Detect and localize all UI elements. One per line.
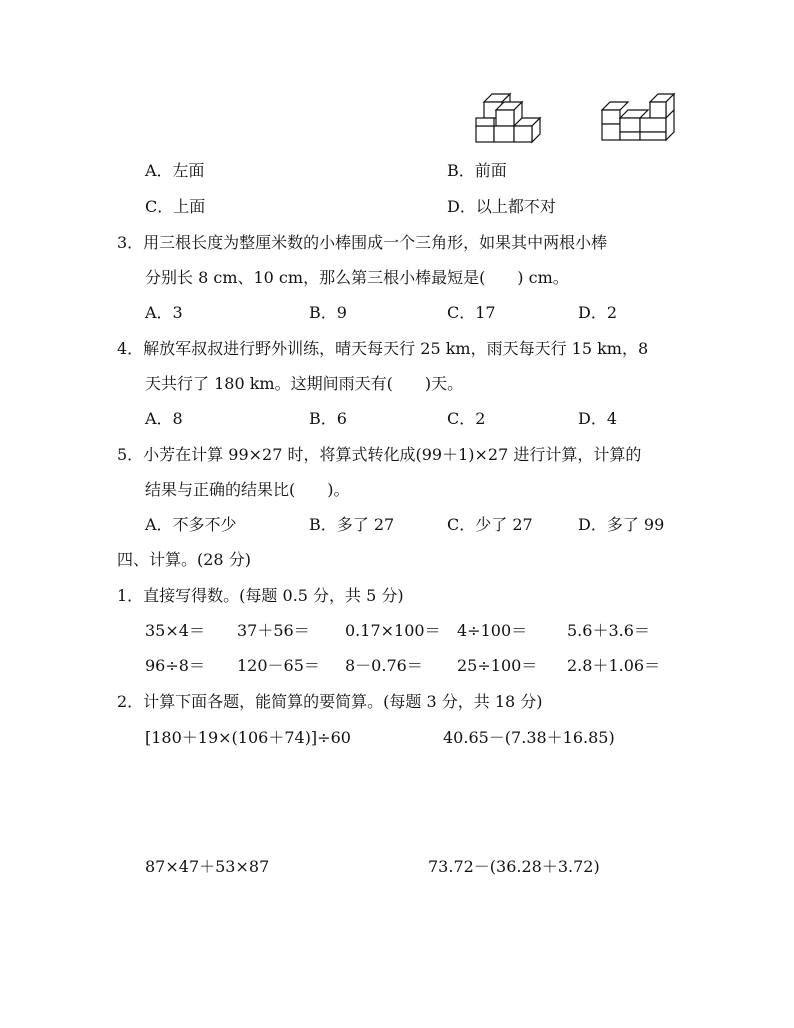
- simplify-problem: 73.72－(36.28＋3.72): [428, 857, 600, 876]
- q5-option-d[interactable]: D．多了 99: [578, 515, 665, 534]
- q3-option-c[interactable]: C．17: [447, 303, 496, 322]
- cube-figure-right: [598, 92, 678, 148]
- question-3-line1: 3．用三根长度为整厘米数的小棒围成一个三角形，如果其中两根小棒: [117, 233, 608, 252]
- option-a-left-face[interactable]: A．左面: [145, 161, 205, 180]
- calc-item: 5.6＋3.6＝: [567, 621, 650, 640]
- simplify-problem: 40.65－(7.38＋16.85): [443, 728, 615, 747]
- option-c-top-face[interactable]: C．上面: [145, 197, 206, 216]
- sub-question-1-title: 1．直接写得数。(每题 0.5 分，共 5 分): [117, 586, 404, 605]
- q4-option-d[interactable]: D．4: [578, 409, 618, 428]
- q3-option-a[interactable]: A．3: [145, 303, 183, 322]
- q4-option-c[interactable]: C．2: [447, 409, 486, 428]
- option-b-front-face[interactable]: B．前面: [447, 161, 507, 180]
- calc-item: 37＋56＝: [237, 621, 310, 640]
- q3-option-b[interactable]: B．9: [309, 303, 347, 322]
- q5-option-b[interactable]: B．多了 27: [309, 515, 395, 534]
- simplify-problem: [180＋19×(106＋74)]÷60: [145, 728, 351, 747]
- calc-item: 96÷8＝: [145, 656, 205, 675]
- question-4-line2: 天共行了 180 km。这期间雨天有( )天。: [145, 374, 464, 393]
- calc-item: 120－65＝: [237, 656, 320, 675]
- calc-item: 8－0.76＝: [345, 656, 423, 675]
- simplify-problem: 87×47＋53×87: [145, 857, 270, 876]
- calc-item: 2.8＋1.06＝: [567, 656, 661, 675]
- calc-item: 0.17×100＝: [345, 621, 441, 640]
- question-5-line2: 结果与正确的结果比( )。: [145, 480, 350, 499]
- q4-option-b[interactable]: B．6: [309, 409, 347, 428]
- q3-option-d[interactable]: D．2: [578, 303, 618, 322]
- cube-figure-left: [472, 92, 544, 148]
- calc-item: 35×4＝: [145, 621, 205, 640]
- section-4-title: 四、计算。(28 分): [117, 550, 251, 569]
- calc-item: 4÷100＝: [457, 621, 528, 640]
- question-3-line2: 分别长 8 cm、10 cm，那么第三根小棒最短是( ) cm。: [145, 268, 569, 287]
- option-d-none-correct[interactable]: D．以上都不对: [447, 197, 556, 216]
- q5-option-c[interactable]: C．少了 27: [447, 515, 533, 534]
- question-4-line1: 4．解放军叔叔进行野外训练，晴天每天行 25 km，雨天每天行 15 km，8: [117, 339, 649, 358]
- sub-question-2-title: 2．计算下面各题，能简算的要简算。(每题 3 分，共 18 分): [117, 692, 543, 711]
- calc-item: 25÷100＝: [457, 656, 538, 675]
- q4-option-a[interactable]: A．8: [145, 409, 183, 428]
- question-5-line1: 5．小芳在计算 99×27 时，将算式转化成(99＋1)×27 进行计算，计算的: [117, 445, 642, 464]
- q5-option-a[interactable]: A．不多不少: [145, 515, 237, 534]
